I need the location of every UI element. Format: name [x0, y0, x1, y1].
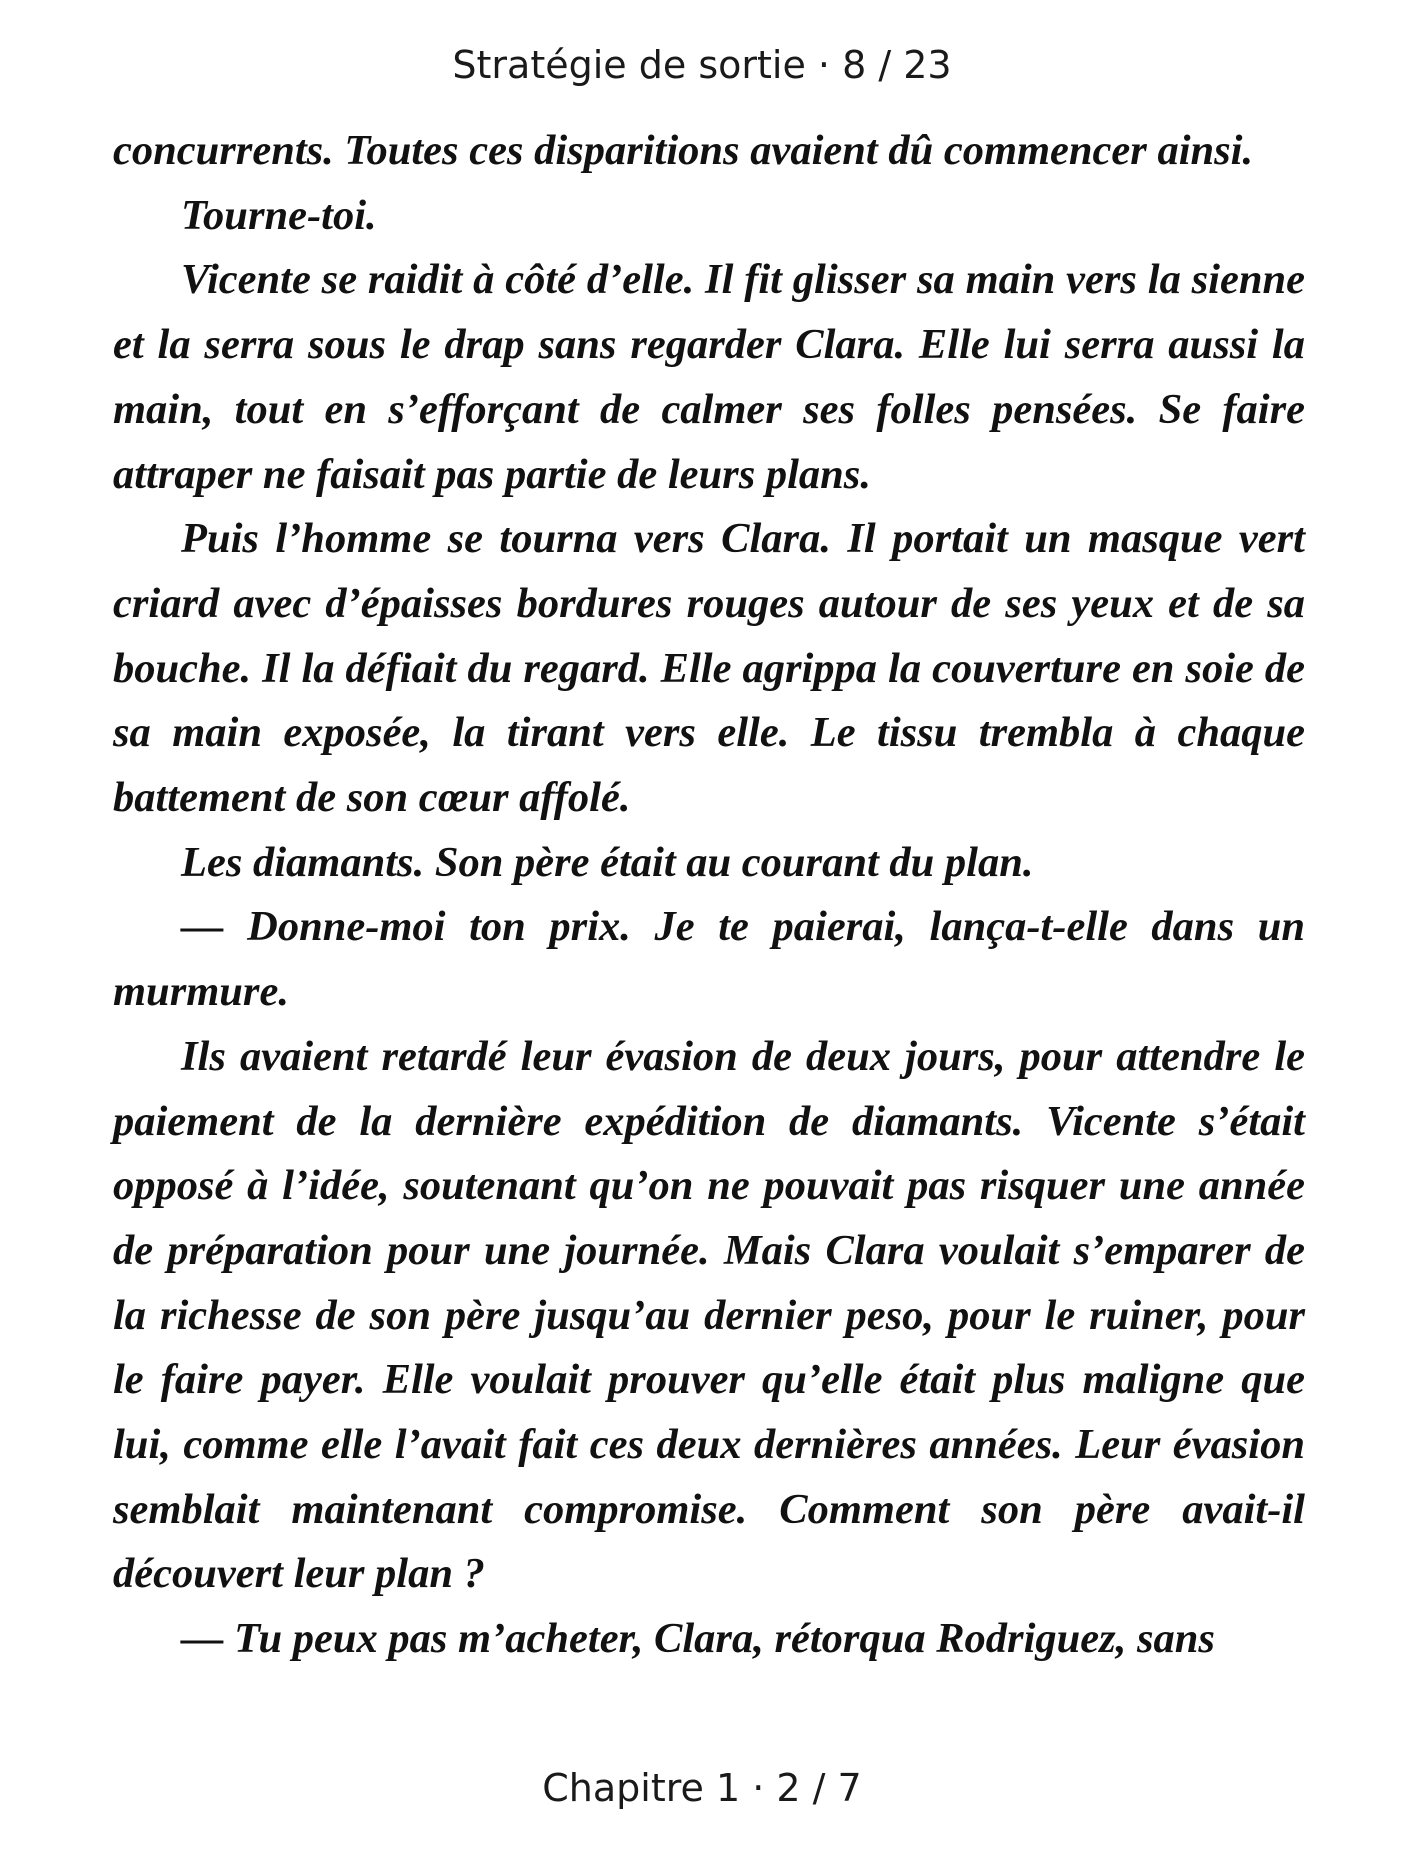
- page-text: [113, 119, 1305, 1672]
- book-title-header: Stratégie de sortie · 8 / 23: [452, 43, 952, 87]
- paragraph: — Donne-moi ton prix. Je te paierai, lança-t-elle dans un murmure.: [113, 903, 1305, 1016]
- paragraph: concurrents. Toutes ces disparitions avaient dû commencer ainsi.: [113, 127, 1254, 174]
- paragraph: — Tu peux pas m’acheter, Clara, rétorqua Rodriguez, sans: [181, 1615, 1215, 1663]
- chapter-progress-footer: Chapitre 1 · 2 / 7: [542, 1766, 862, 1810]
- paragraph: Tourne-toi.: [181, 191, 377, 239]
- paragraph: Ils avaient retardé leur évasion de deux jours, pour attendre le paiement de la dernière expédition de diamants. Vicente s’était opposé à l’idée, soutenant qu’on ne pouvait pas risquer une année de préparation pour une journée. Mais Clara voulait s’emparer de la richesse de son père jusqu’au dernier peso, pour le ruiner, pour le faire payer. Elle voulait prouver qu’elle était plus maligne que lui, comme elle l’avait fait ces deux dernières années. Leur évasion semblait maintenant compromise. Comment son père avait-il découvert leur plan ?: [113, 1032, 1305, 1598]
- paragraph: Les diamants. Son père était au courant du plan.: [181, 838, 1034, 886]
- paragraph: Vicente se raidit à côté d’elle. Il fit glisser sa main vers la sienne et la serra sous le drap sans regarder Clara. Elle lui serra aussi la main, tout en s’efforçant de calmer ses folles pensées. Se faire attraper ne faisait pas partie de leurs plans.: [113, 256, 1305, 498]
- paragraph: Puis l’homme se tourna vers Clara. Il portait un masque vert criard avec d’épaisses bordures rouges autour de ses yeux et de sa bouche. Il la défiait du regard. Elle agrippa la couverture en soie de sa main exposée, la tirant vers elle. Le tissu trembla à chaque battement de son cœur affolé.: [113, 515, 1305, 822]
